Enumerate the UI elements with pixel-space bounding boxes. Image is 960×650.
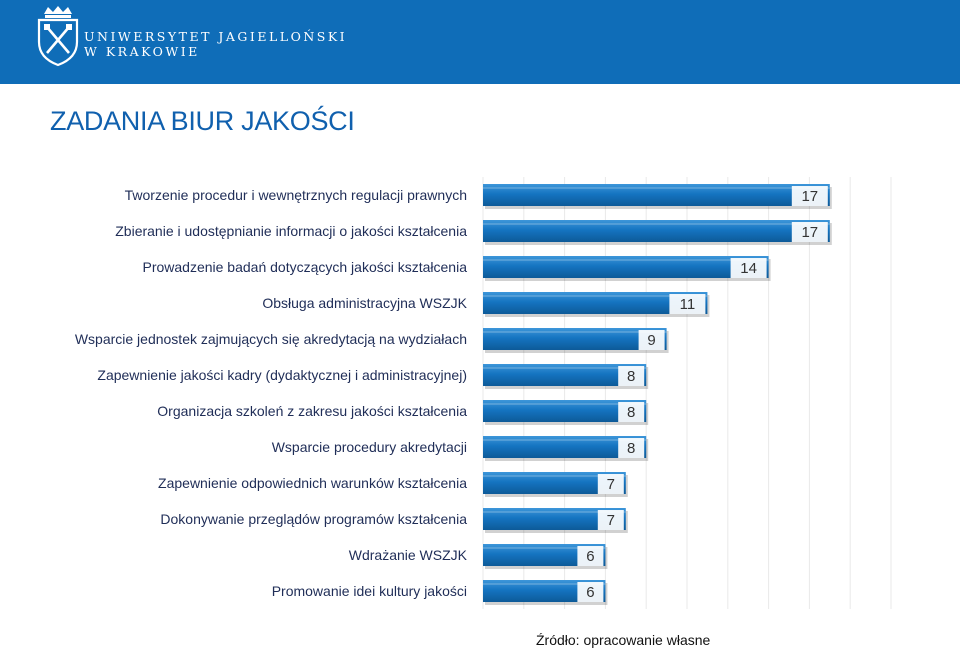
value-label: 9 <box>647 332 656 349</box>
category-label: Wsparcie procedury akredytacji <box>271 439 467 455</box>
value-label: 17 <box>801 188 819 205</box>
category-label: Tworzenie procedur i wewnętrznych regulacji prawnych <box>124 187 467 203</box>
university-crest-icon <box>36 4 80 68</box>
value-label: 8 <box>627 368 636 385</box>
page-title: ZADANIA BIUR JAKOŚCI <box>50 106 355 136</box>
category-label: Dokonywanie przeglądów programów kształcenia <box>160 511 467 527</box>
category-label: Zapewnienie odpowiednich warunków kształcenia <box>158 475 467 491</box>
bar-highlight <box>483 187 830 189</box>
value-label: 6 <box>586 584 595 601</box>
university-name-line2: W KRAKOWIE <box>84 44 200 59</box>
category-label: Promowanie idei kultury jakości <box>271 583 467 599</box>
category-label: Zapewnienie jakości kadry (dydaktycznej i administracyjnej) <box>97 367 467 383</box>
value-label: 17 <box>801 224 819 241</box>
value-label: 14 <box>740 260 757 277</box>
category-label: Wsparcie jednostek zajmujących się akredytacją na wydziałach <box>74 331 467 347</box>
university-name <box>84 29 347 59</box>
value-label: 6 <box>586 548 595 565</box>
value-label: 7 <box>606 476 615 493</box>
source-note: Źródło: opracowanie własne <box>536 632 711 648</box>
university-name-line1: UNIWERSYTET JAGIELLOŃSKI <box>84 29 348 44</box>
bar-highlight <box>483 259 769 261</box>
category-label: Organizacja szkoleń z zakresu jakości kształcenia <box>157 403 467 419</box>
bar-highlight <box>483 223 830 225</box>
value-label: 8 <box>627 404 636 421</box>
value-label: 7 <box>606 512 615 529</box>
category-label: Obsługa administracyjna WSZJK <box>262 295 467 311</box>
header-bar <box>0 0 960 84</box>
category-label: Zbieranie i udostępnianie informacji o jakości kształcenia <box>115 223 467 239</box>
value-label: 11 <box>679 296 696 313</box>
bar-chart <box>0 175 960 615</box>
category-label: Prowadzenie badań dotyczących jakości kształcenia <box>142 259 467 275</box>
category-label: Wdrażanie WSZJK <box>348 547 467 563</box>
value-label: 8 <box>627 440 636 457</box>
